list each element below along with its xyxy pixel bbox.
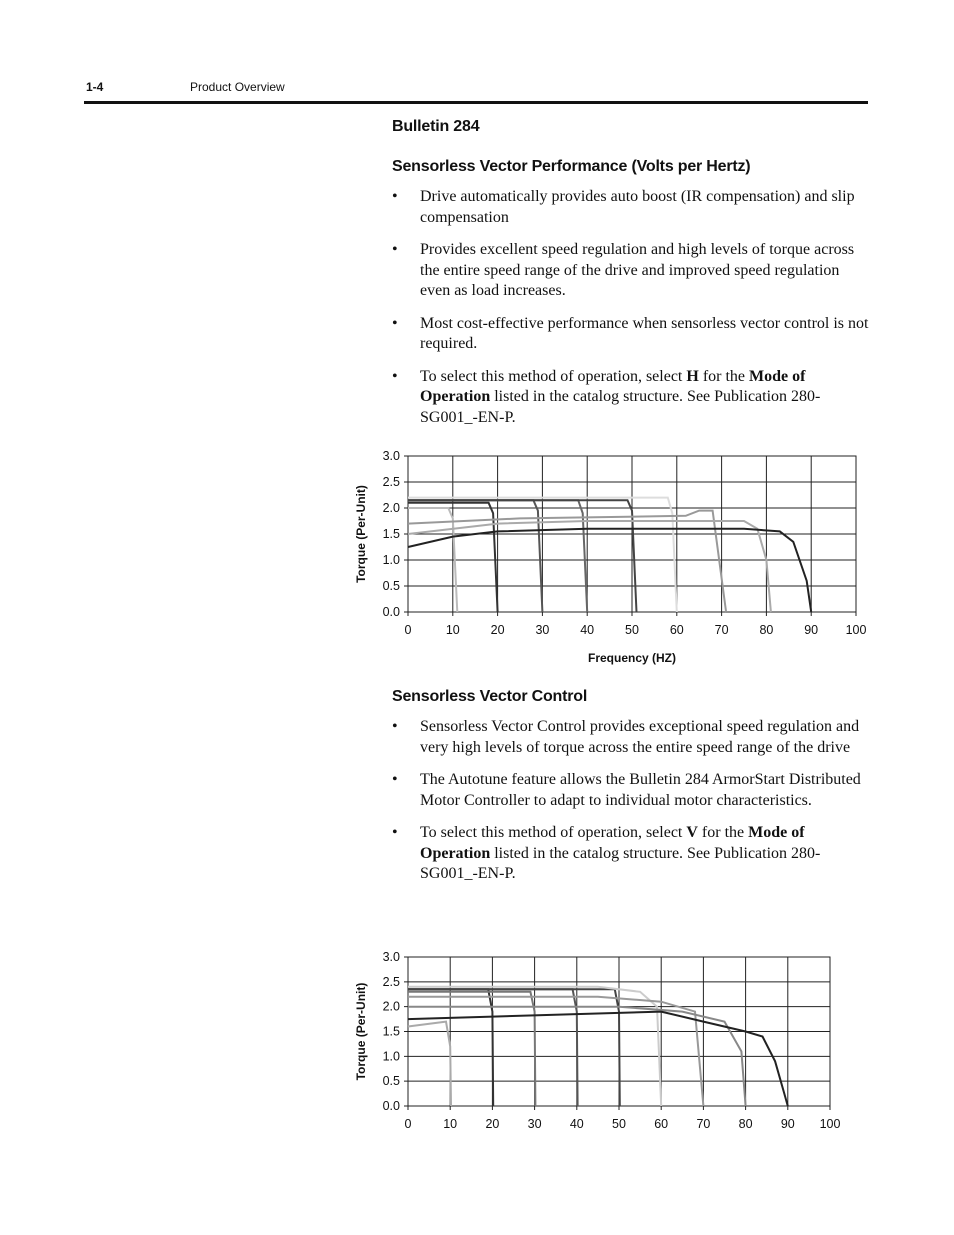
x-tick-label: 40 (580, 623, 595, 637)
bullet-item: • Sensorless Vector Control provides exceptional speed regulation and very high levels of torque across the entire speed range of the drive (392, 717, 870, 758)
x-axis-label: Frequency (HZ) (587, 651, 677, 665)
chart-grid (404, 456, 856, 616)
x-tick-label: 10 (445, 623, 460, 637)
section1-heading-wrap (392, 158, 870, 176)
chart-volts-per-hertz (350, 444, 880, 674)
x-tick-label: 50 (625, 623, 639, 637)
y-tick-label: 2.5 (382, 475, 400, 489)
bullet-item-select-mode (392, 367, 870, 429)
x-tick-label: 30 (535, 623, 550, 637)
x-tick-label: 100 (845, 623, 867, 637)
section2-bullets (392, 717, 870, 897)
x-tick-label: 60 (669, 623, 684, 637)
x-tick-label: 90 (780, 1117, 795, 1131)
select-mid: for the (698, 367, 750, 385)
x-tick-label: 50 (612, 1117, 626, 1131)
y-tick-label: 3.0 (382, 950, 400, 964)
select-letter: H (686, 367, 699, 385)
select-letter: V (686, 824, 698, 841)
y-tick-label: 1.0 (382, 553, 400, 567)
x-tick-label: 100 (819, 1117, 841, 1131)
chart-grid (404, 957, 830, 1110)
x-tick-label: 70 (714, 623, 729, 637)
x-tick-label: 80 (759, 623, 774, 637)
select-pre: To select this method of operation, select (420, 367, 687, 385)
y-tick-label: 2.0 (382, 999, 400, 1014)
select-post: listed in the catalog structure. See Publication 280-SG001_-EN-P. (420, 388, 821, 426)
x-tick-label: 60 (654, 1117, 669, 1131)
y-tick-label: 1.5 (382, 527, 400, 541)
bullet-item: • Drive automatically provides auto boost (IR compensation) and slip compensation (392, 187, 870, 228)
y-tick-label: 2.5 (382, 974, 400, 989)
bulletin-heading-wrap (392, 118, 870, 136)
select-post: listed in the catalog structure. See Publication 280-SG001_-EN-P. (420, 844, 821, 882)
y-tick-label: 2.0 (382, 501, 400, 515)
chart-sensorless-vector (350, 945, 880, 1140)
x-tick-label: 20 (485, 1117, 500, 1131)
section2-heading-wrap (392, 688, 870, 706)
x-tick-label: 40 (569, 1117, 584, 1131)
section1-heading: Sensorless Vector Performance (Volts per Hertz) (392, 158, 751, 175)
select-pre: To select this method of operation, select (420, 824, 687, 841)
x-tick-label: 30 (527, 1117, 542, 1131)
y-tick-label: 0.5 (382, 1074, 400, 1089)
bullet-item: • The Autotune feature allows the Bulletin 284 ArmorStart Distributed Motor Controller to adapt to individual motor characteristics. (392, 770, 870, 811)
x-tick-label: 20 (490, 623, 505, 637)
select-bold: Mode of Operation (420, 367, 806, 405)
x-tick-label: 0 (404, 623, 412, 637)
y-tick-label: 1.0 (382, 1049, 400, 1064)
y-tick-label: 1.5 (382, 1024, 400, 1039)
section2-heading: Sensorless Vector Control (392, 688, 588, 705)
page-number: 1-4 (86, 80, 104, 94)
running-header: Product Overview (190, 80, 285, 94)
x-tick-label: 70 (696, 1117, 711, 1131)
y-tick-label: 0.0 (382, 605, 400, 619)
x-tick-label: 90 (804, 623, 819, 637)
y-axis-label: Torque (Per-Unit) (354, 485, 368, 583)
bullet-item: • Provides excellent speed regulation and high levels of torque across the entire speed range of the drive and improved speed regulation even as load increases. (392, 240, 870, 302)
bullet-item-select-mode (392, 823, 870, 885)
y-axis-label: Torque (Per-Unit) (354, 982, 368, 1081)
section1-bullets (392, 187, 870, 440)
select-mid: for the (697, 824, 749, 841)
select-bold: Mode of Operation (420, 824, 805, 862)
x-tick-label: 10 (443, 1117, 458, 1131)
x-tick-label: 80 (738, 1117, 753, 1131)
y-tick-label: 0.0 (382, 1099, 400, 1113)
y-tick-label: 3.0 (382, 449, 400, 463)
y-tick-label: 0.5 (382, 579, 400, 593)
x-tick-label: 0 (404, 1117, 412, 1131)
bulletin-heading: Bulletin 284 (392, 118, 480, 135)
header-rule (84, 101, 868, 104)
bullet-item: • Most cost-effective performance when sensorless vector control is not required. (392, 314, 870, 355)
